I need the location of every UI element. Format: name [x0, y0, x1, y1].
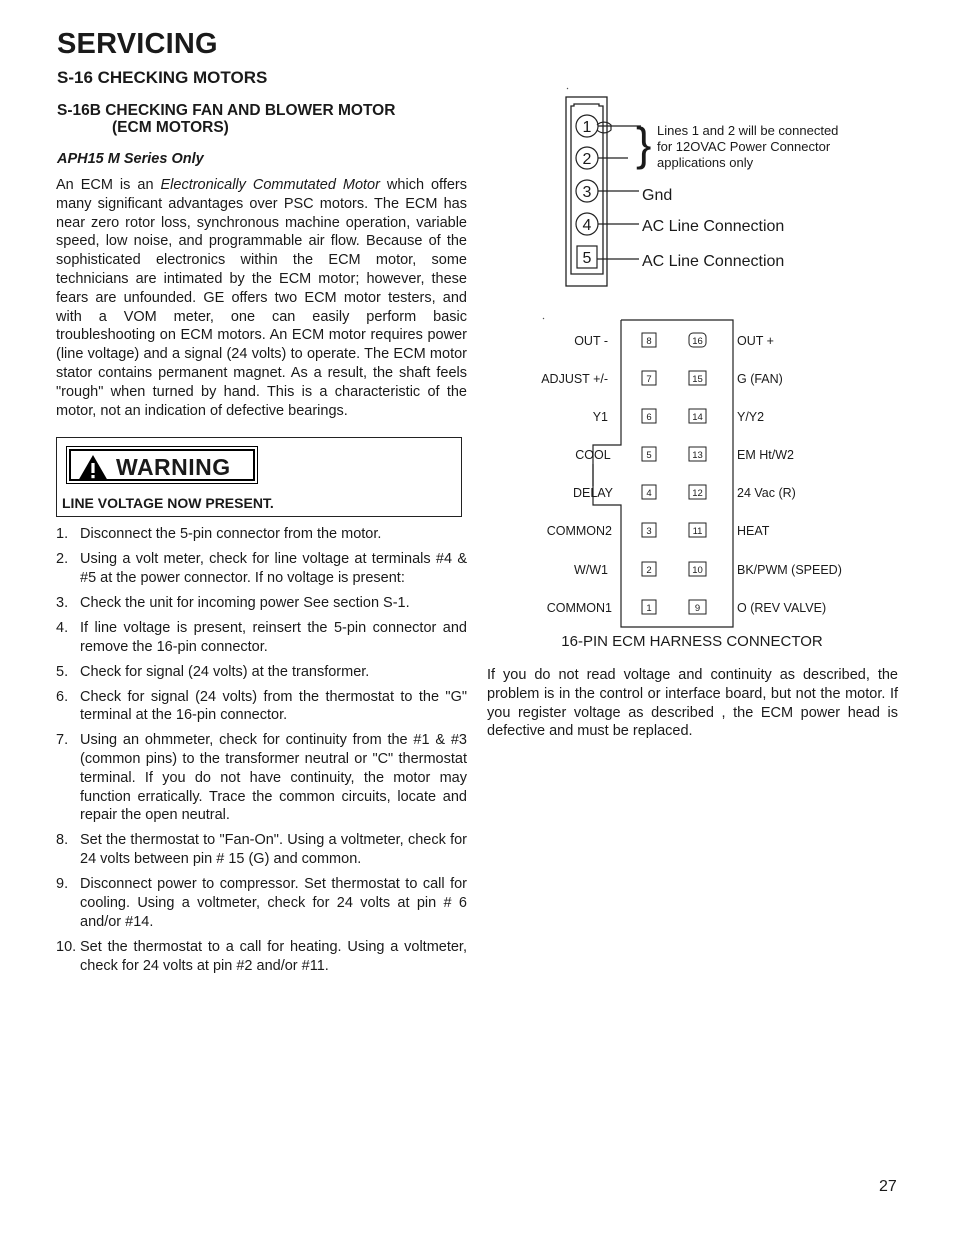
pin-4-label: 4: [582, 217, 592, 234]
procedure-step: [56, 688, 467, 726]
step-text: Disconnect the 5-pin connector from the motor.: [80, 526, 382, 542]
step-number: 7.: [56, 732, 69, 749]
harness-left-label: W/W1: [573, 563, 608, 577]
step-number: 3.: [56, 594, 69, 611]
pin-5-square: [577, 246, 597, 268]
warning-message: LINE VOLTAGE NOW PRESENT.: [62, 495, 274, 511]
harness-left-pin-box: [642, 562, 656, 576]
pin-2-circle: [576, 147, 598, 169]
harness-left-pin-number: 8: [646, 336, 652, 347]
harness-right-pin-box: [689, 409, 706, 423]
step-text: Using a volt meter, check for line voltage at terminals #4 & #5 at the power connector. If no voltage is present:: [80, 550, 467, 586]
step-number: 2.: [56, 550, 69, 567]
procedure-step: [56, 525, 467, 544]
procedure-step: [56, 731, 467, 825]
harness-left-label: OUT -: [574, 334, 608, 348]
harness-left-pin-number: 3: [646, 526, 652, 537]
intro-text-start: An ECM is an: [56, 177, 161, 193]
intro-text-rest: which offers many significant advantages over PSC motors. The ECM has near zero rotor loss, synchronous machine operation, variable speed, low noise, and programmable air flow. Because of the sophisticated electronics within the ECM motor, some technicians are intimated by the ECM motor; however, these fears are unfounded. GE offers two ECM motor testers, and with a VOM meter, one can easily perform basic troubleshooting on ECM motors. An ECM motor requires power (line voltage) and a signal (24 volts) to operate. The ECM motor stator contains permanent magnet. As a result, the shaft feels "rough" when turned by hand. This is a characteristic of the motor, not an indication of defective bearings.: [56, 177, 467, 419]
pin-1-label: 1: [582, 119, 592, 136]
step-number: 10.: [56, 938, 77, 955]
harness-right-label: EM Ht/W2: [737, 448, 794, 462]
step-number: 6.: [56, 688, 69, 705]
harness-right-pin-box: [689, 523, 706, 537]
warning-box: [56, 437, 462, 517]
procedure-step: [56, 663, 467, 682]
harness-right-label: Y/Y2: [737, 410, 765, 424]
harness-right-label: O (REV VALVE): [737, 601, 827, 615]
subsection-title-line1: S-16B CHECKING FAN AND BLOWER MOTOR: [57, 102, 396, 119]
harness-left-pin-box: [642, 333, 656, 347]
step-number: 8.: [56, 832, 69, 849]
harness-left-pin-box: [642, 409, 656, 423]
harness-right-label: HEAT: [737, 524, 770, 538]
section-title: S-16 CHECKING MOTORS: [57, 68, 268, 87]
curly-brace-icon: }: [636, 118, 652, 170]
harness-left-pin-number: 6: [646, 412, 652, 423]
harness-left-pin-box: [642, 371, 656, 385]
harness-left-pin-number: 7: [646, 374, 652, 385]
harness-left-pin-number: 2: [646, 565, 652, 576]
warning-triangle-icon: [77, 454, 109, 482]
step-text: If line voltage is present, reinsert the 5-pin connector and remove the 16-pin connector.: [80, 619, 467, 655]
pin-2-label: 2: [582, 151, 592, 168]
harness-left-label: Y1: [592, 410, 608, 424]
harness-right-pin-number: 14: [692, 412, 703, 423]
harness-right-pin-number: 11: [692, 526, 703, 537]
procedure-step: [56, 875, 467, 931]
procedure-steps: [56, 525, 467, 982]
pin-5-description: AC Line Connection: [642, 253, 785, 270]
step-text: Using an ohmmeter, check for continuity from the #1 & #3 (common pins) to the transformer neutral or "C" thermostat terminal. If you do not have continuity, the motor may function erratically. Trace the common circuits, locate and repair the open neutral.: [80, 732, 467, 824]
power-note-line2: for 12OVAC Power Connector: [657, 139, 831, 154]
pin-4-circle: [576, 213, 598, 235]
harness-left-label: COMMON1: [546, 601, 612, 615]
step-text: Set the thermostat to a call for heating. Using a voltmeter, check for 24 volts at pin #2 and/or #11.: [80, 938, 467, 974]
harness-right-pin-number: 15: [692, 374, 703, 385]
step-text: Check the unit for incoming power See section S-1.: [80, 594, 410, 611]
warning-banner: [66, 446, 258, 484]
procedure-step: [56, 594, 467, 613]
harness-right-pin-number: 16: [692, 336, 703, 347]
subsection-title-line2: (ECM MOTORS): [112, 119, 229, 136]
harness-left-label: DELAY: [572, 486, 614, 500]
intro-paragraph: [56, 176, 467, 420]
procedure-step: [56, 831, 467, 869]
power-note-line3: applications only: [657, 155, 754, 170]
subsection-title: [57, 102, 477, 136]
harness-left-pin-number: 1: [646, 603, 652, 614]
harness-rows: [541, 333, 842, 615]
harness-left-label: COMMON2: [546, 524, 612, 538]
pin-3-label: 3: [582, 184, 592, 201]
procedure-step: [56, 550, 467, 588]
pin-4-description: AC Line Connection: [642, 218, 785, 235]
procedure-step: [56, 619, 467, 657]
pin-5-label: 5: [582, 250, 592, 267]
power-note-line1: Lines 1 and 2 will be connected: [657, 123, 839, 138]
harness-body-outline: [593, 320, 733, 627]
harness-right-label: G (FAN): [737, 372, 783, 386]
harness-left-label: COOL: [575, 448, 611, 462]
pin-3-description: Gnd: [642, 187, 673, 204]
step-number: 5.: [56, 663, 69, 680]
harness-right-label: 24 Vac (R): [737, 486, 796, 500]
step-number: 1.: [56, 526, 69, 542]
page-number: 27: [879, 1178, 897, 1195]
series-note: APH15 M Series Only: [57, 151, 204, 167]
harness-left-pin-box: [642, 600, 656, 614]
harness-left-pin-box: [642, 523, 656, 537]
harness-right-pin-box: [689, 371, 706, 385]
harness-left-pin-number: 4: [646, 488, 652, 499]
harness-right-label: OUT +: [737, 334, 774, 348]
harness-right-pin-number: 12: [692, 488, 703, 499]
step-text: Set the thermostat to "Fan-On". Using a voltmeter, check for 24 volts between pin # 15 (G) and common.: [80, 832, 467, 868]
step-text: Check for signal (24 volts) at the transformer.: [80, 663, 370, 680]
harness-left-label: ADJUST +/-: [541, 372, 608, 386]
harness-right-label: BK/PWM (SPEED): [737, 563, 842, 577]
step-number: 4.: [56, 619, 69, 636]
warning-label: WARNING: [116, 454, 231, 480]
procedure-step: [56, 938, 467, 976]
pin-1-arrow: [597, 122, 611, 133]
harness-right-pin-number: 10: [692, 565, 703, 576]
step-text: Disconnect power to compressor. Set thermostat to call for cooling. Using a voltmeter, check for 24 volts at pin # 6 and/or #14.: [80, 876, 467, 930]
step-number: 9.: [56, 876, 69, 893]
pin-1-circle: [576, 115, 598, 137]
harness-left-pin-box: [642, 485, 656, 499]
harness-left-pin-box: [642, 447, 656, 461]
harness-right-pin-box: [689, 485, 706, 499]
harness-right-pin-box: [689, 562, 706, 576]
harness-right-pin-number: 13: [692, 450, 703, 461]
connector-housing: [566, 97, 607, 286]
harness-right-pin-box: [689, 333, 706, 347]
pin-3-circle: [576, 180, 598, 202]
harness-left-pin-number: 5: [646, 450, 652, 461]
step-text: Check for signal (24 volts) from the thermostat to the "G" terminal at the 16-pin connector.: [80, 688, 467, 724]
conclusion-paragraph: If you do not read voltage and continuity as described, the problem is in the control or interface board, but not the motor. If you register voltage as described , the ECM power head is defective and must be replaced.: [487, 667, 898, 740]
page-title: SERVICING: [57, 28, 218, 60]
harness-right-pin-box: [689, 447, 706, 461]
harness-caption: 16-PIN ECM HARNESS CONNECTOR: [561, 633, 823, 650]
harness-right-pin-number: 9: [694, 603, 701, 614]
intro-emphasis: Electronically Commutated Motor: [160, 177, 380, 193]
harness-right-pin-box: [689, 600, 706, 614]
